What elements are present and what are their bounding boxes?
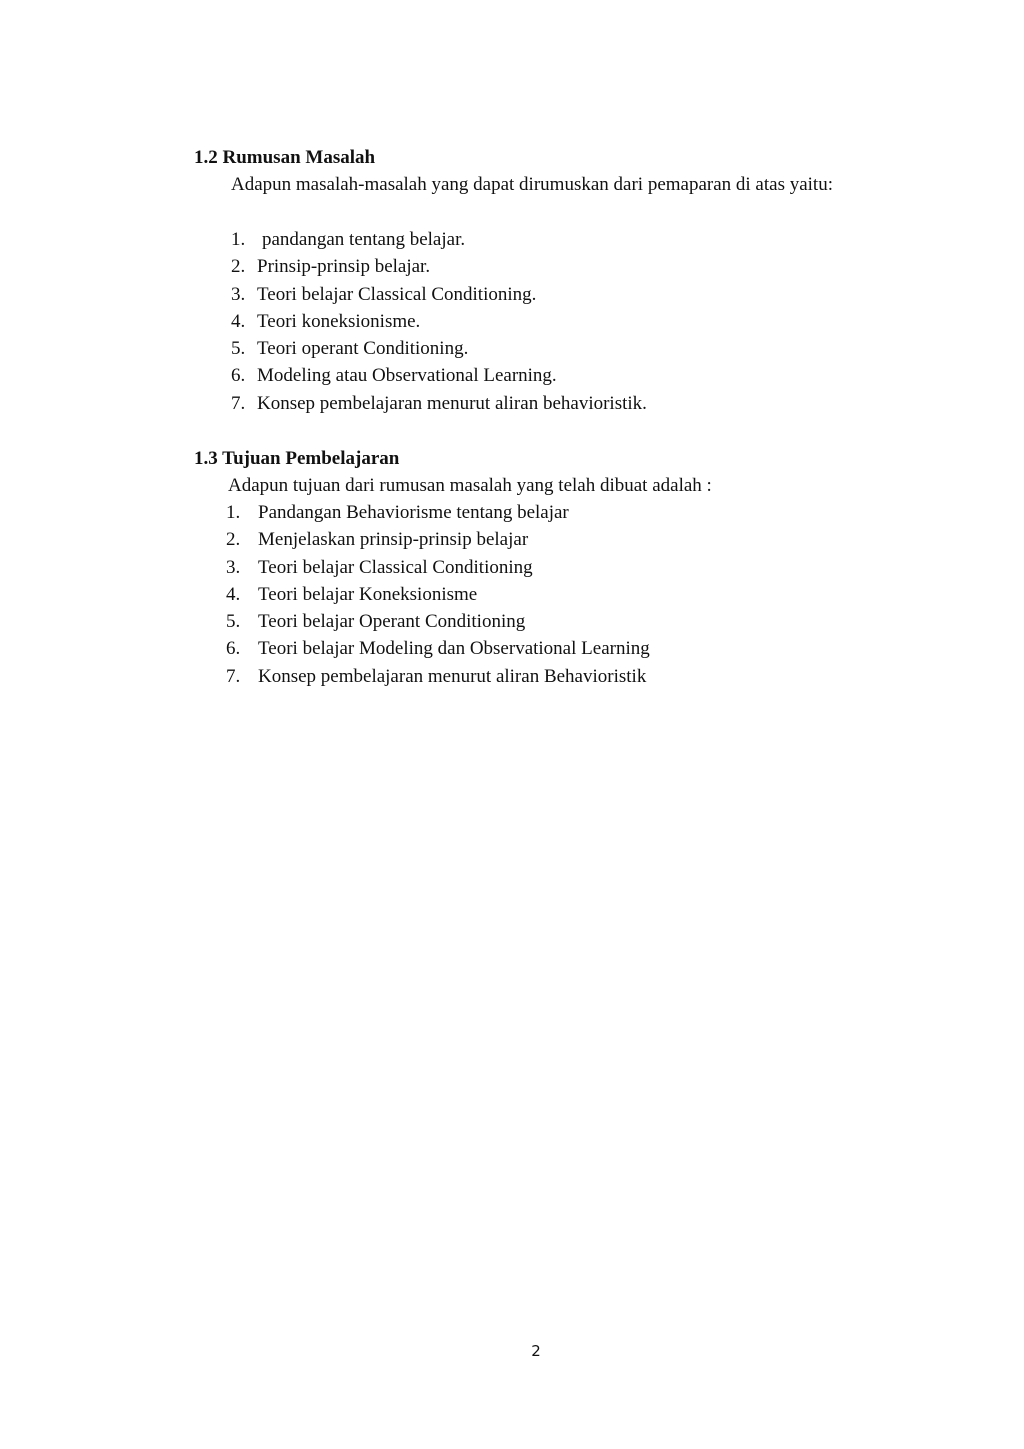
list-rumusan-masalah (231, 226, 647, 417)
list-item-number: 5. (231, 338, 246, 360)
list-item (226, 499, 650, 526)
list-item-number: 3. (231, 283, 246, 305)
list-item (226, 635, 650, 662)
list-item-text: pandangan tentang belajar. (262, 229, 466, 250)
list-item-number: 2. (226, 529, 241, 551)
list-item (226, 663, 650, 690)
list-item (231, 226, 647, 253)
list-item-text: Teori belajar Koneksionisme (258, 583, 478, 605)
page-number: 2 (531, 1342, 541, 1360)
list-item (231, 362, 647, 389)
list-item-text: Teori belajar Classical Conditioning (258, 556, 533, 578)
list-item (231, 308, 647, 335)
list-item-number: 6. (231, 365, 246, 387)
list-item-text: Konsep pembelajaran menurut aliran behavioristik. (257, 392, 647, 414)
list-item-text: Teori belajar Operant Conditioning (258, 611, 526, 633)
list-item-text: Teori belajar Classical Conditioning. (257, 283, 537, 305)
list-item (226, 608, 650, 635)
list-item-number: 7. (231, 392, 246, 414)
list-item-text: Teori belajar Modeling dan Observational Learning (258, 638, 650, 660)
list-tujuan-pembelajaran (226, 499, 650, 690)
list-item-text: Menjelaskan prinsip-prinsip belajar (258, 529, 529, 551)
list-item-text: Prinsip-prinsip belajar. (257, 256, 431, 278)
list-item-text: Konsep pembelajaran menurut aliran Behavioristik (258, 665, 647, 687)
list-item (231, 335, 647, 362)
list-item-text: Teori koneksionisme. (257, 310, 421, 332)
list-item (231, 390, 647, 417)
list-item (226, 554, 650, 581)
list-item-number: 4. (226, 583, 241, 605)
section-intro-tujuan-pembelajaran: Adapun tujuan dari rumusan masalah yang telah dibuat adalah : (228, 475, 712, 496)
list-item-text: Teori operant Conditioning. (257, 338, 469, 360)
list-item-number: 4. (231, 310, 246, 332)
list-item-number: 2. (231, 256, 246, 278)
list-item-number: 1. (226, 502, 241, 523)
list-item (231, 253, 647, 280)
list-item-number: 1. (231, 229, 246, 250)
list-item-text: Pandangan Behaviorisme tentang belajar (258, 502, 569, 523)
list-item-number: 5. (226, 611, 241, 633)
section-intro-rumusan-masalah: Adapun masalah-masalah yang dapat dirumuskan dari pemaparan di atas yaitu: (231, 174, 833, 195)
list-item-text: Modeling atau Observational Learning. (257, 365, 557, 387)
list-item-number: 7. (226, 665, 241, 687)
list-item (231, 281, 647, 308)
list-item (226, 581, 650, 608)
list-item-number: 6. (226, 638, 241, 660)
section-heading-rumusan-masalah: 1.2 Rumusan Masalah (194, 147, 376, 168)
section-heading-tujuan-pembelajaran: 1.3 Tujuan Pembelajaran (194, 448, 400, 469)
list-item (226, 526, 650, 553)
list-item-number: 3. (226, 556, 241, 578)
